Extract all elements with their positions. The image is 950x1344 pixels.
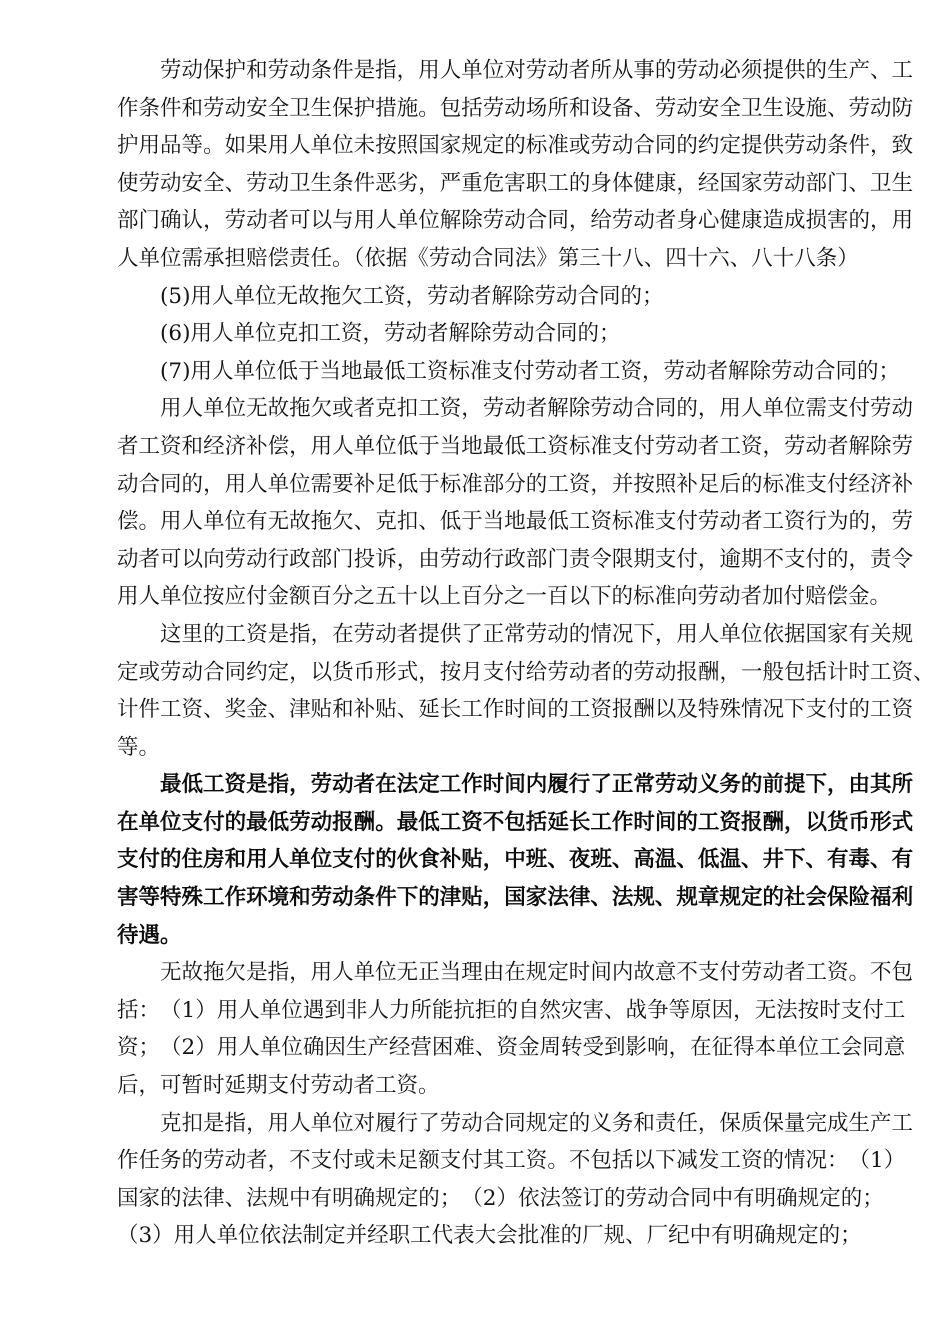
text-line: 计 件 工 资 、 奖 金 、 津 贴 和 补 贴 、 延 长 工 作 时 间 的 工 资 报 酬 以 及 特 殊 情 况 下 支 付 的 工 资	[117, 697, 914, 723]
paragraph	[117, 315, 836, 353]
text-line: 在 单 位 支 付 的 最 低 劳 动 报 酬 。 最 低 工 资 不 包 括 延 长 工 作 时 间 的 工 资 报 酬 ， 以 货 币 形 式	[117, 809, 914, 835]
paragraph	[117, 278, 836, 316]
text-line: 这 里 的 工 资 是 指 ， 在 劳 动 者 提 供 了 正 常 劳 动 的 情 况 下 ， 用 人 单 位 依 据 国 家 有 关 规	[160, 621, 914, 647]
text-line: 部 门 确 认 ， 劳 动 者 可 以 与 用 人 单 位 解 除 劳 动 合 同 ， 给 劳 动 者 身 心 健 康 造 成 损 害 的 ， 用	[117, 208, 914, 234]
text-line: (6)用人单位克扣工资，劳动者解除劳动合同的；	[160, 321, 621, 347]
text-line: 资 ； （ 2 ） 用 人 单 位 确 因 生 产 经 营 困 难 、 资 金 周 转 受 到 影 响 ， 在 征 得 本 单 位 工 会 同 意	[117, 1035, 906, 1061]
text-line: 用人单位按应付金额百分之五十以上百分之一百以下的标准向劳动者加付赔偿金。	[117, 584, 892, 610]
text-line: 作 条 件 和 劳 动 安 全 卫 生 保 护 措 施 。 包 括 劳 动 场 所 和 设 备 、 劳 动 安 全 卫 生 设 施 、 劳 动 防	[117, 95, 914, 121]
text-line: 克 扣 是 指 ， 用 人 单 位 对 履 行 了 劳 动 合 同 规 定 的 义 务 和 责 任 ， 保 质 保 量 完 成 生 产 工	[160, 1110, 914, 1136]
text-line: 动 合 同 的 ， 用 人 单 位 需 要 补 足 低 于 标 准 部 分 的 工 资 ， 并 按 照 补 足 后 的 标 准 支 付 经 济 补	[117, 471, 914, 497]
text-line: 最 低 工 资 是 指 ， 劳 动 者 在 法 定 工 作 时 间 内 履 行 了 正 常 劳 动 义 务 的 前 提 下 ， 由 其 所	[160, 772, 914, 798]
document-text-body	[117, 52, 935, 1255]
text-line: (7)用人单位低于当地最低工资标准支付劳动者工资，劳动者解除劳动合同的；	[160, 358, 900, 384]
text-line: 用 人 单 位 无 故 拖 欠 或 者 克 扣 工 资 ， 劳 动 者 解 除 劳 动 合 同 的 ， 用 人 单 位 需 支 付 劳 动	[160, 396, 914, 422]
text-line: （3）用人单位依法制定并经职工代表大会批准的厂规、厂纪中有明确规定的；	[117, 1223, 862, 1249]
text-line: 无 故 拖 欠 是 指 ， 用 人 单 位 无 正 当 理 由 在 规 定 时 间 内 故 意 不 支 付 劳 动 者 工 资 。 不 包	[160, 960, 914, 986]
text-line: 等。	[117, 734, 161, 760]
text-line: 动 者 可 以 向 劳 动 行 政 部 门 投 诉 ， 由 劳 动 行 政 部 门 责 令 限 期 支 付 ， 逾 期 不 支 付 的 ， 责 令	[117, 546, 914, 572]
text-line: 待遇。	[117, 922, 182, 948]
paragraph	[117, 616, 935, 766]
paragraph	[117, 390, 914, 616]
paragraph	[117, 353, 900, 391]
text-line: 使 劳 动 安 全 、 劳 动 卫 生 条 件 恶 劣 ， 严 重 危 害 职 工 的 身 体 健 康 ， 经 国 家 劳 动 部 门 、 卫 生	[117, 170, 914, 196]
text-line: 定 或 劳 动 合 同 约 定 ， 以 货 币 形 式 ， 按 月 支 付 给 劳 动 者 的 劳 动 报 酬 ， 一 般 包 括 计 时 工 资 、	[117, 659, 935, 685]
text-line: (5)用人单位无故拖欠工资，劳动者解除劳动合同的；	[160, 283, 664, 309]
text-line: 害 等 特 殊 工 作 环 境 和 劳 动 条 件 下 的 津 贴 ， 国 家 法 律 、 法 规 、 规 章 规 定 的 社 会 保 险 福 利	[117, 885, 914, 911]
paragraph	[117, 52, 914, 278]
paragraph	[117, 954, 914, 1104]
text-line: 后，可暂时延期支付劳动者工资。	[117, 1073, 440, 1099]
text-line: 支 付 的 住 房 和 用 人 单 位 支 付 的 伙 食 补 贴 ， 中 班 、 夜 班 、 高 温 、 低 温 、 井 下 、 有 毒 、 有	[117, 847, 914, 873]
text-line: 者 工 资 和 经 济 补 偿 ， 用 人 单 位 低 于 当 地 最 低 工 资 标 准 支 付 劳 动 者 工 资 ， 劳 动 者 解 除 劳	[117, 433, 914, 459]
paragraph	[117, 1105, 914, 1255]
text-line: 劳 动 保 护 和 劳 动 条 件 是 指 ， 用 人 单 位 对 劳 动 者 所 从 事 的 劳 动 必 须 提 供 的 生 产 、 工	[160, 58, 914, 83]
text-line: 偿 。 用 人 单 位 有 无 故 拖 欠 、 克 扣 、 低 于 当 地 最 低 工 资 标 准 支 付 劳 动 者 工 资 行 为 的 ， 劳	[117, 509, 914, 535]
text-line: 国 家 的 法 律 、 法 规 中 有 明 确 规 定 的 ； （ 2 ） 依 法 签 订 的 劳 动 合 同 中 有 明 确 规 定 的 ；	[117, 1185, 884, 1211]
text-line: 护 用 品 等 。 如 果 用 人 单 位 未 按 照 国 家 规 定 的 标 准 或 劳 动 合 同 的 约 定 提 供 劳 动 条 件 ， 致	[117, 133, 914, 159]
text-line: 括 ： （ 1 ） 用 人 单 位 遇 到 非 人 力 所 能 抗 拒 的 自 然 灾 害 、 战 争 等 原 因 ， 无 法 按 时 支 付 工	[117, 997, 906, 1023]
text-line: 作 任 务 的 劳 动 者 ， 不 支 付 或 未 足 额 支 付 其 工 资 。 不 包 括 以 下 减 发 工 资 的 情 况 ： （ 1 ）	[117, 1148, 906, 1174]
text-line: 人单位需承担赔偿责任。（依据《劳动合同法》第三十八、四十六、八十八条）	[117, 245, 859, 271]
paragraph	[117, 766, 914, 954]
